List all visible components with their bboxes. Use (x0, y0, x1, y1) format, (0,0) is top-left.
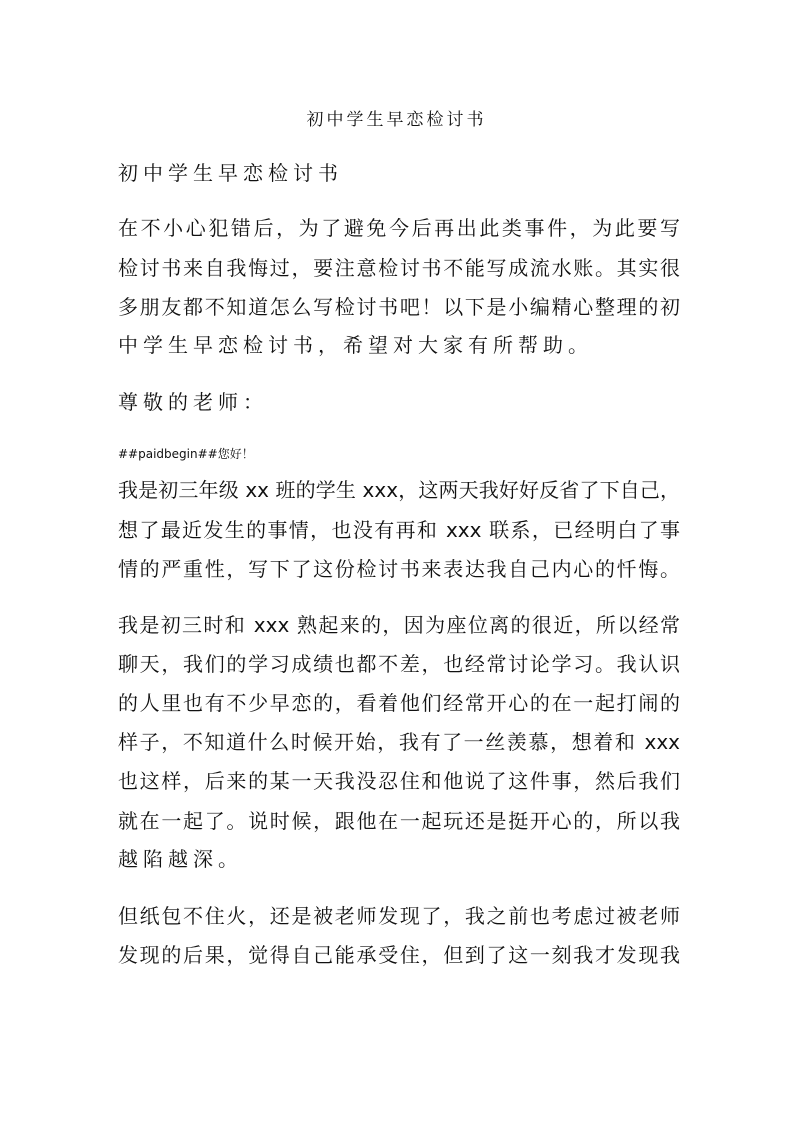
document-subtitle: 初中学生早恋检讨书 (118, 161, 343, 185)
greeting: ##paidbegin##您好！ (118, 447, 254, 461)
text-line: 中学生早恋检讨书，希望对大家有所帮助。 (118, 333, 593, 357)
text-line: 聊天，我们的学习成绩也都不差，也经常讨论学习。我认识 (118, 652, 680, 676)
document-title: 初中学生早恋检讨书 (306, 110, 487, 130)
text-line: 也这样，后来的某一天我没忍住和他说了这件事，然后我们 (118, 769, 680, 793)
text-line: 就在一起了。说时候，跟他在一起玩还是挺开心的，所以我 (118, 809, 680, 833)
salutation: 尊敬的老师： (118, 390, 268, 414)
text-line: 但纸包不住火，还是被老师发现了，我之前也考虑过被老师 (118, 904, 680, 928)
text-line: 发现的后果，觉得自己能承受住，但到了这一刻我才发现我 (118, 943, 680, 967)
text-line: 我是初三年级 xx 班的学生 xxx，这两天我好好反省了下自己， (118, 478, 680, 502)
text-line: 的人里也有不少早恋的，看着他们经常开心的在一起打闹的 (118, 691, 680, 715)
text-line: 越陷越深。 (118, 847, 243, 871)
text-line: 多朋友都不知道怎么写检讨书吧！以下是小编精心整理的初 (118, 295, 680, 319)
text-line: 检讨书来自我悔过，要注意检讨书不能写成流水账。其实很 (118, 256, 680, 280)
text-line: 想了最近发生的事情，也没有再和 xxx 联系，已经明白了事 (118, 518, 680, 542)
text-line: 情的严重性，写下了这份检讨书来表达我自己内心的忏悔。 (118, 557, 680, 581)
text-line: 样子，不知道什么时候开始，我有了一丝羡慕，想着和 xxx (118, 730, 680, 754)
text-line: 我是初三时和 xxx 熟起来的，因为座位离的很近，所以经常 (118, 613, 680, 637)
text-line: 在不小心犯错后，为了避免今后再出此类事件，为此要写 (118, 216, 680, 240)
